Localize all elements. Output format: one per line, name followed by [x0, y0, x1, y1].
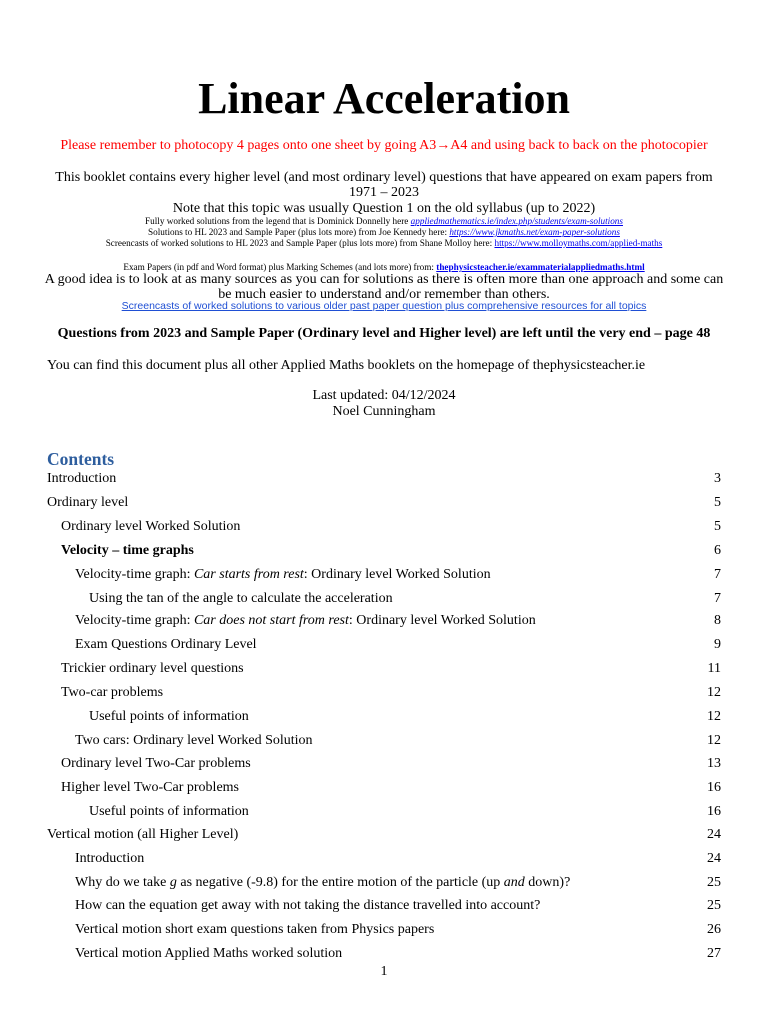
toc-entry-vertical-worked-solution[interactable] [0, 945, 768, 965]
toc-page-number: 5 [714, 495, 721, 510]
credit-link-applied-mathematics[interactable]: appliedmathematics.ie/index.php/students/exam-solutions [410, 216, 623, 226]
credit-text: Solutions to HL 2023 and Sample Paper (plus lots more) from Joe Kennedy here: [148, 227, 450, 237]
credit-line-shane-molloy [40, 238, 728, 250]
toc-entry-two-car-problems[interactable] [0, 684, 768, 704]
toc-label [75, 566, 491, 584]
toc-page-number: 24 [707, 827, 721, 842]
toc-page-number: 7 [714, 591, 721, 606]
toc-label-part: Velocity-time graph: [75, 567, 194, 582]
credit-link-molloymaths[interactable]: https://www.molloymaths.com/applied-maths [494, 238, 663, 248]
toc-entry-exam-questions-ordinary[interactable] [0, 636, 768, 656]
toc-entry-distance-travelled[interactable] [0, 897, 768, 917]
toc-entry-useful-points-1[interactable] [0, 708, 768, 728]
toc-label-emphasis: g [169, 875, 177, 890]
toc-entry-trickier-ordinary[interactable] [0, 660, 768, 680]
toc-label: Introduction [75, 851, 145, 866]
toc-page-number: 26 [707, 922, 721, 937]
intro-line-2: Note that this topic was usually Question 1 on the old syllabus (up to 2022) [172, 201, 596, 216]
toc-entry-useful-points-2[interactable] [0, 803, 768, 823]
toc-page-number: 13 [707, 756, 721, 771]
toc-page-number: 25 [707, 898, 721, 913]
toc-label-part: down)? [524, 875, 571, 890]
credit-link-jkmaths[interactable]: https://www.jkmaths.net/exam-paper-solutions [449, 227, 620, 237]
toc-label: Higher level Two-Car problems [61, 780, 239, 795]
toc-page-number: 3 [714, 471, 721, 486]
exam-papers-text: Exam Papers (in pdf and Word format) plus Marking Schemes (and lots more) from: [123, 262, 437, 272]
credit-text: Fully worked solutions from the legend that is Dominick Donnelly here [145, 216, 411, 226]
screencasts-link[interactable]: Screencasts of worked solutions to various older past paper question plus comprehensive resources for all topics [121, 300, 647, 312]
toc-page-number: 16 [707, 780, 721, 795]
toc-label: Two cars: Ordinary level Worked Solution [75, 733, 313, 748]
toc-entry-ordinary-worked-solution[interactable] [0, 518, 768, 538]
toc-label: Trickier ordinary level questions [61, 661, 244, 676]
toc-entry-vertical-motion[interactable] [0, 826, 768, 846]
toc-page-number: 24 [707, 851, 721, 866]
toc-label: Using the tan of the angle to calculate the acceleration [89, 591, 393, 606]
toc-label-part: Velocity-time graph: [75, 613, 194, 628]
toc-entry-introduction[interactable] [0, 470, 768, 490]
contents-heading: Contents [47, 449, 115, 469]
toc-page-number: 27 [707, 946, 721, 961]
credit-line-dominick [40, 216, 728, 228]
toc-entry-vertical-introduction[interactable] [0, 850, 768, 870]
toc-label [75, 612, 536, 630]
toc-page-number: 12 [707, 709, 721, 724]
toc-label: Ordinary level Worked Solution [61, 519, 241, 534]
toc-label: Vertical motion short exam questions taken from Physics papers [75, 922, 435, 937]
toc-entry-why-g-negative[interactable] [0, 874, 768, 894]
toc-entry-vertical-physics-questions[interactable] [0, 921, 768, 941]
toc-label-emphasis: and [503, 875, 525, 890]
questions-note: Questions from 2023 and Sample Paper (Ordinary level and Higher level) are left until the very end – page 48 [57, 326, 711, 341]
toc-label: Introduction [47, 471, 117, 486]
toc-page-number: 9 [714, 637, 721, 652]
toc-label-part: : Ordinary level Worked Solution [348, 613, 536, 628]
toc-label: Useful points of information [89, 804, 249, 819]
toc-label: Two-car problems [61, 685, 164, 700]
author-name: Noel Cunningham [332, 404, 436, 419]
toc-entry-ordinary-two-car[interactable] [0, 755, 768, 775]
page-number: 1 [380, 964, 388, 979]
toc-page-number: 12 [707, 733, 721, 748]
toc-page-number: 6 [714, 543, 721, 558]
homepage-note: You can find this document plus all other Applied Maths booklets on the homepage of thephysicsteacher.ie [47, 358, 646, 373]
toc-entry-velocity-time-graphs[interactable] [0, 542, 768, 562]
exam-papers-link[interactable]: thephysicsteacher.ie/exammaterialappliedmaths.html [436, 262, 645, 272]
toc-label: Velocity – time graphs [61, 543, 194, 558]
toc-label-part: : Ordinary level Worked Solution [303, 567, 491, 582]
toc-label [75, 874, 570, 892]
toc-label: Vertical motion Applied Maths worked solution [75, 946, 343, 961]
photocopy-note: Please remember to photocopy 4 pages onto one sheet by going A3→A4 and using back to back on the photocopier [60, 138, 708, 153]
toc-label: Ordinary level [47, 495, 129, 510]
toc-page-number: 11 [707, 661, 721, 676]
credit-text: Screencasts of worked solutions to HL 2023 and Sample Paper (plus lots more) from Shane Molloy here: [105, 238, 495, 248]
last-updated: Last updated: 04/12/2024 [312, 388, 456, 403]
toc-label: Ordinary level Two-Car problems [61, 756, 251, 771]
toc-entry-car-does-not-start-from-rest[interactable] [0, 612, 768, 632]
toc-page-number: 25 [707, 875, 721, 890]
toc-page-number: 5 [714, 519, 721, 534]
toc-page-number: 8 [714, 613, 721, 628]
toc-label-emphasis: Car starts from rest [193, 567, 304, 582]
toc-label-part: Why do we take [75, 875, 170, 890]
toc-page-number: 7 [714, 567, 721, 582]
toc-label-emphasis: Car does not start from rest [193, 613, 349, 628]
good-idea-note: A good idea is to look at as many sources as you can for solutions as there is often more than one approach and some can be much easier to understand and/or remember than others. [44, 272, 724, 302]
toc-label: How can the equation get away with not taking the distance travelled into account? [75, 898, 541, 913]
toc-entry-higher-two-car[interactable] [0, 779, 768, 799]
document-title: Linear Acceleration [198, 74, 570, 123]
toc-page-number: 16 [707, 804, 721, 819]
intro-line-1: This booklet contains every higher level (and most ordinary level) questions that have appeared on exam papers from 1971 – 2023 [55, 170, 713, 200]
toc-entry-ordinary-level[interactable] [0, 494, 768, 514]
toc-label: Useful points of information [89, 709, 249, 724]
toc-entry-two-cars-worked-solution[interactable] [0, 732, 768, 752]
toc-entry-car-starts-from-rest[interactable] [0, 566, 768, 586]
toc-label: Vertical motion (all Higher Level) [47, 827, 239, 842]
toc-entry-tan-of-angle[interactable] [0, 590, 768, 610]
toc-label-part: as negative (-9.8) for the entire motion of the particle (up [176, 875, 504, 890]
toc-page-number: 12 [707, 685, 721, 700]
credit-line-joe-kennedy [40, 227, 728, 239]
toc-label: Exam Questions Ordinary Level [75, 637, 257, 652]
